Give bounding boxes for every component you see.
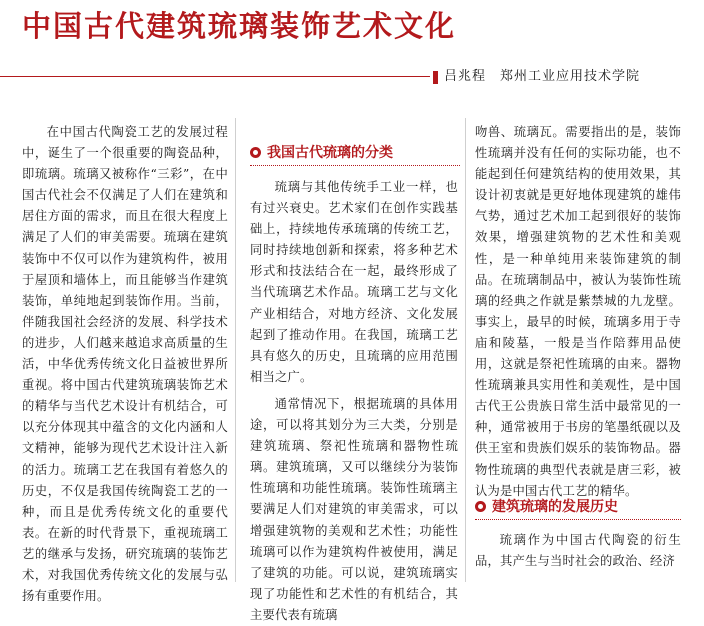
classification-paragraph-continued: 吻兽、琉璃瓦。需要指出的是，装饰性琉璃并没有任何的实际功能，也不能起到任何建筑结构的使用效果，其设计初衷就是更好地体现建筑的雄伟气势，通过艺术加工起到很好的装饰效果，增强建筑物的艺术性和美观性，是一种单纯用来装饰建筑的制品。在琉璃制品中，被认为装饰性琉璃的经典之作就是紫禁城的九龙壁。事实上，最早的时候，琉璃多用于寺庙和陵墓，一般是当作陪葬用品使用，这就是祭祀性琉璃的由来。器物性琉璃兼具实用性和美观性，是中国古代王公贵族日常生活中最常见的一种，通常被用于书房的笔墨纸砚以及供王室和贵族们娱乐的装饰物品。器物性琉璃的典型代表就是唐三彩，被认为是中国古代工艺的精华。 [475, 125, 681, 498]
section-bullet-icon [250, 147, 261, 158]
column-3-lower [475, 530, 681, 572]
classification-paragraph-1: 琉璃与其他传统手工业一样，也有过兴衰史。艺术家们在创作实践基础上，持续地传承琉璃的传统工艺，同时持续地创新和探索，将多种艺术形式和技法结合在一起，最终形成了当代琉璃艺术作品。琉璃工艺与文化产业相结合，对地方经济、文化发展起到了推动作用。在我国，琉璃工艺具有悠久的历史，且琉璃的应用范围相当之广。 [250, 180, 458, 384]
byline-marker [433, 71, 438, 84]
intro-paragraph: 在中国古代陶瓷工艺的发展过程中，诞生了一个很重要的陶瓷品种，即琉璃。琉璃又被称作“三彩”，在中国古代社会不仅满足了人们在建筑和居住方面的需求，而且在很大程度上满足了人们的审美需要。琉璃在建筑装饰中不仅可以作为建筑构件，被用于屋顶和墙体上，而且能够当作建筑装饰，单纯地起到装饰作用。当前，伴随我国社会经济的发展、科学技术的进步，人们越来越追求高质量的生活，中华优秀传统文化日益被世界所重视。将中国古代建筑琉璃装饰艺术的精华与当代艺术设计有机结合，可以充分体现其中蕴含的文化内涵和人文精神，能够为现代艺术设计注入新的活力。琉璃工艺在我国有着悠久的历史，不仅是我国传统陶瓷工艺的一种，而且是优秀传统文化的重要代表。在新的时代背景下，重视琉璃工艺的继承与发扬，研究琉璃的装饰艺术，对我国优秀传统文化的发展与弘扬有重要作用。 [22, 125, 228, 604]
section-heading-underline [250, 165, 460, 166]
section-heading-classification [250, 141, 460, 163]
section-heading-underline [475, 519, 681, 520]
column-divider-left [235, 118, 236, 582]
section-bullet-icon [475, 501, 486, 512]
column-divider-right [465, 118, 466, 582]
article-title: 中国古代建筑琉璃装饰艺术文化 [22, 9, 457, 43]
history-paragraph: 琉璃作为中国古代陶瓷的衍生品，其产生与当时社会的政治、经济 [475, 533, 681, 569]
section-heading-label: 我国古代琉璃的分类 [267, 145, 393, 161]
column-3 [475, 122, 681, 502]
byline-rule [0, 76, 430, 77]
author-byline: 吕兆程 郑州工业应用技术学院 [444, 69, 641, 84]
classification-paragraph-2: 通常情况下，根据琉璃的具体用途，可以将其划分为三大类，分别是建筑琉璃、祭祀性琉璃和器物性琉璃。建筑琉璃，又可以继续分为装饰性琉璃和功能性琉璃。装饰性琉璃主要满足人们对建筑的审美需求，可以增强建筑物的美观和艺术性；功能性琉璃可以作为建筑构件被使用，满足了建筑的功能。可以说，建筑琉璃实现了功能性和艺术性的有机结合，其主要代表有琉璃 [250, 396, 458, 622]
section-heading-label: 建筑琉璃的发展历史 [492, 499, 618, 515]
column-2 [250, 177, 458, 626]
section-heading-history [475, 495, 681, 517]
column-1 [22, 122, 228, 607]
